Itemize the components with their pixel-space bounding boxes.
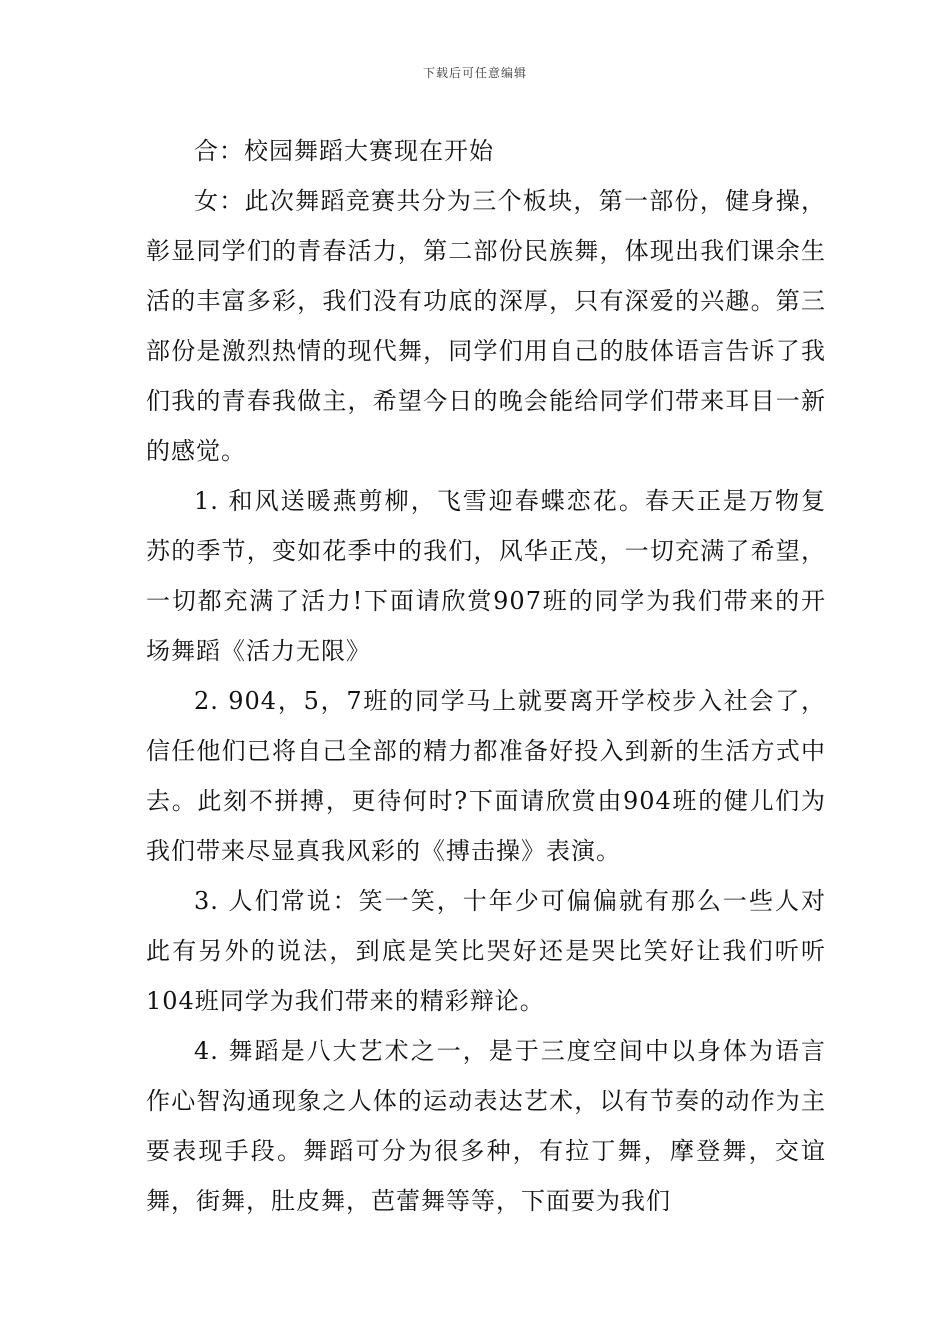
page-header-note: 下载后可任意编辑 <box>422 66 527 80</box>
document-body <box>146 126 826 1226</box>
paragraph-opening: 合：校园舞蹈大赛现在开始 <box>194 137 494 165</box>
paragraph-item-3: 3. 人们常说：笑一笑，十年少可偏偏就有那么一些人对此有另外的说法，到底是笑比哭好还是哭比笑好让我们听听104班同学为我们带来的精彩辩论。 <box>146 887 826 1015</box>
paragraph-item-4: 4. 舞蹈是八大艺术之一，是于三度空间中以身体为语言作心智沟通现象之人体的运动表达艺术，以有节奏的动作为主要表现手段。舞蹈可分为很多种，有拉丁舞，摩登舞，交谊舞，街舞，肚皮舞，芭蕾舞等等，下面要为我们 <box>146 1037 826 1215</box>
paragraph-item-1: 1. 和风送暖燕剪柳，飞雪迎春蝶恋花。春天正是万物复苏的季节，变如花季中的我们，风华正茂，一切充满了希望，一切都充满了活力!下面请欣赏907班的同学为我们带来的开场舞蹈《活力无限》 <box>146 487 826 665</box>
paragraph-intro: 女：此次舞蹈竞赛共分为三个板块，第一部份，健身操，彰显同学们的青春活力，第二部份民族舞，体现出我们课余生活的丰富多彩，我们没有功底的深厚，只有深爱的兴趣。第三部份是激烈热情的现代舞，同学们用自己的肢体语言告诉了我们我的青春我做主，希望今日的晚会能给同学们带来耳目一新的感觉。 <box>146 187 826 465</box>
paragraph-item-2: 2. 904，5，7班的同学马上就要离开学校步入社会了，信任他们已将自己全部的精力都准备好投入到新的生活方式中去。此刻不拼搏，更待何时?下面请欣赏由904班的健儿们为我们带来尽显真我风彩的《搏击操》表演。 <box>146 687 826 865</box>
